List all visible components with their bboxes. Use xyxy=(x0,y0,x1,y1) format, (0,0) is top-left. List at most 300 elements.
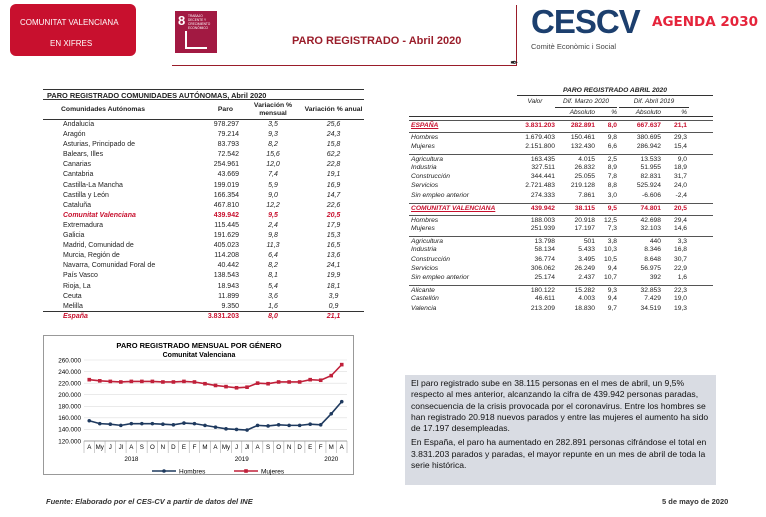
data-point-mujeres xyxy=(298,380,302,384)
ccaa-paro: 199.019 xyxy=(213,181,239,189)
legend-label: Mujeres xyxy=(261,468,285,476)
data-point-hombres xyxy=(235,428,239,432)
rt-row xyxy=(409,203,713,212)
ccaa-var-anual: 16,5 xyxy=(326,242,341,250)
data-point-hombres xyxy=(224,427,228,431)
rt-dif-marzo-pct: 2,5 xyxy=(607,155,617,163)
ccaa-row xyxy=(43,251,364,261)
ccaa-var-anual: 19,9 xyxy=(326,272,341,280)
x-tick-label: N xyxy=(286,444,292,451)
data-point-hombres xyxy=(98,422,102,426)
data-point-mujeres xyxy=(140,380,144,384)
ccaa-name: Extremadura xyxy=(63,221,104,229)
rt-row-label: Servicios xyxy=(411,182,439,190)
rt-dif-marzo-abs: 18.830 xyxy=(574,304,595,312)
ccaa-name: Cataluña xyxy=(63,201,92,209)
rt-dif-marzo-abs: 4.003 xyxy=(578,295,595,303)
rt-row xyxy=(409,120,713,129)
rt-dif-marzo-pct: 10,5 xyxy=(603,255,617,263)
ccaa-paro: 115.445 xyxy=(214,221,239,229)
rt-dif-marzo-abs: 20.918 xyxy=(574,216,595,224)
ccaa-paro: 467.810 xyxy=(213,201,239,209)
x-tick-label: E xyxy=(181,444,187,451)
data-point-mujeres xyxy=(256,381,260,385)
ccaa-var-mensual: 5,4 xyxy=(268,282,278,290)
rt-dif-abril-pct: 9,0 xyxy=(677,155,687,163)
ccaa-var-mensual: 8,0 xyxy=(268,312,278,320)
ccaa-name: Cantabria xyxy=(63,171,94,179)
data-point-hombres xyxy=(329,412,333,416)
rt-dif-marzo-pct: 3,0 xyxy=(607,191,617,199)
rt-dif-abril-pct: 30,7 xyxy=(673,255,687,263)
ccaa-var-mensual: 9,5 xyxy=(268,211,278,219)
rt-dif-abril-pct: 21,1 xyxy=(673,122,687,130)
rt-valor: 251.939 xyxy=(530,225,555,233)
rt-dif-abril-pct: 29,4 xyxy=(673,216,687,224)
data-point-hombres xyxy=(87,419,91,423)
rt-row-label: Mujeres xyxy=(411,142,435,150)
ccaa-var-anual: 15,3 xyxy=(326,232,341,240)
rt-h-pct2: % xyxy=(681,109,687,116)
rt-row xyxy=(409,236,713,245)
ccaa-paro: 439.942 xyxy=(213,211,239,219)
rt-dif-marzo-pct: 9,4 xyxy=(607,295,617,303)
ccaa-var-anual: 24,1 xyxy=(326,262,341,270)
rt-dif-abril-pct: 3,3 xyxy=(677,238,687,246)
data-point-mujeres xyxy=(193,380,197,384)
ccaa-row xyxy=(43,201,364,211)
ccaa-row xyxy=(43,292,364,302)
legend-marker xyxy=(244,469,248,473)
rt-valor: 36.774 xyxy=(534,255,555,263)
data-point-hombres xyxy=(119,424,123,428)
ccaa-name: Castilla-La Mancha xyxy=(63,181,123,189)
header-paro: Paro xyxy=(217,105,233,113)
ccaa-row xyxy=(43,150,364,160)
data-point-hombres xyxy=(277,423,281,427)
rt-valor: 163.435 xyxy=(530,155,555,163)
x-tick-label: O xyxy=(276,444,282,451)
rt-dif-marzo-pct: 6,6 xyxy=(607,142,617,150)
rt-dif-abril-pct: 18,9 xyxy=(673,163,687,171)
ccaa-name: Rioja, La xyxy=(63,282,91,290)
rt-dif-marzo-pct: 9,3 xyxy=(607,287,617,295)
rt-dif-marzo-abs: 282.891 xyxy=(570,122,595,130)
rt-dif-abril-abs: 8.346 xyxy=(644,246,661,254)
rt-valor: 2.721.483 xyxy=(525,182,555,190)
rt-dif-marzo-pct: 3,8 xyxy=(607,238,617,246)
rt-row-label: Castellón xyxy=(411,295,439,303)
rt-row-label: Industria xyxy=(411,163,437,171)
rt-dif-marzo-pct: 7,8 xyxy=(607,173,617,181)
ccaa-paro: 114.208 xyxy=(214,252,239,260)
ccaa-var-mensual: 7,4 xyxy=(268,171,278,179)
rt-row-label: Industria xyxy=(411,246,437,254)
rt-row-label: Hombres xyxy=(411,216,439,224)
rt-title: PARO REGISTRADO ABRIL 2020 xyxy=(563,87,667,94)
rt-h-abs2: Absoluto xyxy=(635,109,661,116)
rt-dif-marzo-abs: 7.861 xyxy=(578,191,595,199)
rt-dif-marzo-abs: 26.249 xyxy=(574,264,595,272)
rt-valor: 306.062 xyxy=(530,264,555,272)
data-point-hombres xyxy=(256,424,260,428)
x-tick-label: D xyxy=(171,444,176,451)
summary-paragraph-1: El paro registrado sube en 38.115 personas en el mes de abril, un 9,5% respecto al mes anterior, alcanzando la cifra de 439.942 personas paradas, consecuencia de la crisis provocada por el coronavirus. Entre los hombres se han registrado 20.918 nuevos parados y entre las mujeres el aumento ha sido de 17.197 desempleadas. xyxy=(411,378,709,434)
ccaa-var-anual: 17,9 xyxy=(326,221,341,229)
data-point-mujeres xyxy=(329,374,333,378)
rt-row-label: Hombres xyxy=(411,134,439,142)
ccaa-var-mensual: 9,3 xyxy=(268,131,278,139)
ccaa-unemployment-table xyxy=(43,89,364,322)
ccaa-table-title: PARO REGISTRADO COMUNIDADES AUTÓNOMAS, Abril 2020 xyxy=(43,89,364,100)
rt-dif-abril-abs: 34.519 xyxy=(640,304,661,312)
rt-row xyxy=(409,273,713,282)
rt-row xyxy=(409,215,713,224)
x-tick-label: Jl xyxy=(118,444,124,451)
ccaa-name: Andalucía xyxy=(63,121,95,128)
rt-dif-abril-abs: -6.606 xyxy=(642,191,661,199)
data-point-hombres xyxy=(340,400,344,404)
gender-unemployment-chart xyxy=(43,335,354,475)
ccaa-var-mensual: 9,8 xyxy=(268,232,278,240)
rt-dif-abril-abs: 440 xyxy=(649,238,661,246)
agenda-2030-logo: AGENDA 2030 xyxy=(652,14,758,30)
cescv-logo xyxy=(531,3,640,52)
x-tick-label: A xyxy=(255,444,260,451)
data-point-hombres xyxy=(151,422,155,426)
ccaa-paro: 43.669 xyxy=(217,171,239,179)
rt-valor: 3.831.203 xyxy=(525,122,555,130)
ccaa-var-mensual: 12,0 xyxy=(266,161,280,169)
ccaa-var-anual: 16,9 xyxy=(326,181,341,189)
data-point-hombres xyxy=(287,424,291,428)
x-tick-label: F xyxy=(318,444,323,451)
rt-dif-abril-pct: 22,9 xyxy=(673,264,687,272)
x-tick-label: S xyxy=(266,444,271,451)
ccaa-name: Aragón xyxy=(63,131,86,139)
ccaa-paro: 79.214 xyxy=(217,131,239,139)
data-point-mujeres xyxy=(109,380,113,384)
ccaa-paro: 254.961 xyxy=(213,161,239,169)
y-tick-label: 240.000 xyxy=(58,368,81,376)
data-point-hombres xyxy=(319,423,323,427)
data-point-hombres xyxy=(214,425,218,429)
rt-row xyxy=(409,255,713,264)
ccaa-name: Navarra, Comunidad Foral de xyxy=(63,262,156,270)
ccaa-row xyxy=(43,241,364,251)
rt-dif-abril-pct: 19,0 xyxy=(673,295,687,303)
ccaa-paro: 166.354 xyxy=(213,191,239,199)
ccaa-row xyxy=(43,282,364,292)
y-tick-label: 260.000 xyxy=(58,357,81,365)
ccaa-paro: 11.899 xyxy=(218,292,239,300)
data-point-hombres xyxy=(182,421,186,425)
y-tick-label: 160.000 xyxy=(58,415,81,423)
ccaa-paro: 83.793 xyxy=(217,141,239,149)
x-tick-label: M xyxy=(328,444,334,451)
rt-valor: 2.151.800 xyxy=(525,142,555,150)
ccaa-name: Balears, Illes xyxy=(63,151,104,159)
ccaa-row xyxy=(43,211,364,221)
paro-abril-table xyxy=(409,86,713,313)
rt-dif-marzo-abs: 4.015 xyxy=(578,155,595,163)
ccaa-row xyxy=(43,130,364,140)
data-point-mujeres xyxy=(182,380,186,384)
y-tick-label: 120.000 xyxy=(58,438,81,446)
ccaa-var-anual: 19,1 xyxy=(326,171,341,179)
legend-marker xyxy=(162,469,166,473)
rt-dif-abril-abs: 667.637 xyxy=(636,122,661,130)
rt-dif-marzo-pct: 9,5 xyxy=(607,204,617,212)
data-point-hombres xyxy=(161,422,165,426)
header-var-anual: Variación % anual xyxy=(304,105,363,113)
rt-dif-abril-pct: 19,3 xyxy=(673,304,687,312)
ccaa-var-mensual: 15,6 xyxy=(266,151,280,159)
year-label: 2020 xyxy=(324,456,339,463)
data-point-mujeres xyxy=(224,385,228,389)
ccaa-paro: 40.442 xyxy=(217,262,239,270)
ccaa-var-anual: 0,9 xyxy=(328,302,339,310)
ccaa-name: Galicia xyxy=(63,232,85,240)
header-ccaa: Comunidades Autónomas xyxy=(61,105,145,113)
rt-dif-abril-abs: 525.924 xyxy=(636,182,661,190)
ccaa-var-anual: 13,6 xyxy=(326,252,341,260)
x-tick-label: My xyxy=(95,444,104,451)
rt-dif-abril-abs: 286.942 xyxy=(636,142,661,150)
ccaa-row xyxy=(43,271,364,281)
rt-dif-abril-abs: 8.648 xyxy=(644,255,661,263)
data-point-mujeres xyxy=(319,378,323,382)
rt-row-label: COMUNITAT VALENCIANA xyxy=(411,204,496,212)
rt-row-label: Valencia xyxy=(411,304,437,312)
ods-text: TRABAJO DECENTE Y CRECIMIENTO ECONÓMICO xyxy=(188,14,211,30)
data-point-mujeres xyxy=(235,386,239,390)
ccaa-row xyxy=(43,261,364,271)
ccaa-row xyxy=(43,160,364,170)
ccaa-var-mensual: 8,1 xyxy=(268,272,278,280)
ccaa-row xyxy=(43,221,364,231)
data-point-mujeres xyxy=(161,380,165,384)
ccaa-var-mensual: 3,6 xyxy=(268,292,278,300)
rt-dif-abril-abs: 42.698 xyxy=(640,216,661,224)
ccaa-var-mensual: 9,0 xyxy=(268,191,278,199)
rt-dif-abril-abs: 51.955 xyxy=(640,163,661,171)
chart-subtitle: Comunitat Valenciana xyxy=(162,352,236,359)
source-footer: Fuente: Elaborado por el CES-CV a partir de datos del INE xyxy=(46,497,253,506)
ccaa-var-anual: 24,3 xyxy=(326,131,341,139)
rt-dif-marzo-abs: 2.437 xyxy=(578,274,595,281)
rt-dif-abril-pct: 15,4 xyxy=(673,142,687,150)
data-point-hombres xyxy=(130,422,134,426)
rt-row xyxy=(409,163,713,172)
badge-line2: EN XIFRES xyxy=(50,39,93,48)
rt-dif-abril-abs: 7.429 xyxy=(644,295,661,303)
rt-valor: 13.798 xyxy=(534,238,555,246)
x-tick-label: J xyxy=(108,444,112,451)
rt-row xyxy=(409,294,713,303)
data-point-mujeres xyxy=(87,378,91,382)
ccaa-name: España xyxy=(63,312,88,320)
x-tick-label: E xyxy=(308,444,313,451)
ccaa-var-anual: 3,9 xyxy=(328,292,339,300)
ccaa-row xyxy=(43,181,364,191)
y-tick-label: 220.000 xyxy=(58,380,81,388)
rt-dif-abril-abs: 380.695 xyxy=(636,134,661,142)
rt-dif-marzo-abs: 17.197 xyxy=(574,225,595,233)
ccaa-var-mensual: 11,3 xyxy=(266,242,280,250)
rt-row-label: Sin empleo anterior xyxy=(411,191,469,199)
ccaa-var-anual: 14,7 xyxy=(326,191,341,199)
ccaa-var-anual: 21,1 xyxy=(326,312,341,320)
ccaa-paro: 191.629 xyxy=(213,232,239,240)
data-point-mujeres xyxy=(308,378,312,382)
rt-row xyxy=(409,304,713,313)
x-tick-label: A xyxy=(87,444,92,451)
rt-dif-marzo-abs: 3.495 xyxy=(578,255,595,263)
badge-line1: COMUNITAT VALENCIANA xyxy=(20,18,119,27)
rt-valor: 274.333 xyxy=(530,191,555,199)
data-point-hombres xyxy=(172,423,176,427)
data-point-hombres xyxy=(203,424,207,428)
ccaa-var-anual: 18,1 xyxy=(326,282,341,290)
rt-dif-marzo-pct: 8,9 xyxy=(607,163,617,171)
ccaa-var-mensual: 1,6 xyxy=(268,302,278,310)
ccaa-name: Comunitat Valenciana xyxy=(63,211,136,219)
rt-dif-marzo-pct: 7,3 xyxy=(607,225,617,233)
rt-h-abs1: Absoluto xyxy=(569,109,595,116)
ccaa-var-anual: 62,2 xyxy=(326,151,341,159)
rt-valor: 58.134 xyxy=(534,246,555,254)
rt-dif-marzo-pct: 8,8 xyxy=(607,182,617,190)
rt-valor: 1.679.403 xyxy=(525,134,555,142)
rt-dif-abril-pct: 29,3 xyxy=(673,134,687,142)
ccaa-name: Madrid, Comunidad de xyxy=(63,242,134,250)
rt-dif-marzo-abs: 132.430 xyxy=(570,142,595,150)
data-point-mujeres xyxy=(172,380,176,384)
data-point-mujeres xyxy=(119,380,123,384)
x-tick-label: N xyxy=(160,444,166,451)
rt-row-label: Agricultura xyxy=(411,238,443,246)
ccaa-table-header xyxy=(43,100,364,120)
rt-row-label: Agricultura xyxy=(411,155,443,163)
rt-row xyxy=(409,264,713,273)
y-tick-label: 180.000 xyxy=(58,403,81,411)
rt-dif-abril-pct: 1,6 xyxy=(677,274,687,281)
rt-row-label: Construcción xyxy=(411,255,451,263)
rt-dif-marzo-abs: 15.282 xyxy=(574,287,595,295)
ccaa-paro: 18.943 xyxy=(217,282,239,290)
data-point-mujeres xyxy=(98,379,102,383)
rt-dif-abril-pct: 14,6 xyxy=(673,225,687,233)
ccaa-paro: 405.023 xyxy=(213,242,239,250)
data-point-hombres xyxy=(308,422,312,426)
publication-date: 5 de mayo de 2020 xyxy=(662,497,729,506)
rt-row-label: Servicios xyxy=(411,264,439,272)
rt-dif-marzo-abs: 150.461 xyxy=(570,134,595,142)
x-tick-label: S xyxy=(139,444,144,451)
ccaa-paro: 978.297 xyxy=(213,121,239,128)
x-tick-label: F xyxy=(192,444,197,451)
data-point-mujeres xyxy=(277,380,281,384)
rt-dif-abril-pct: 20,5 xyxy=(673,204,687,212)
rt-dif-abril-abs: 56.975 xyxy=(640,264,661,272)
rt-dif-marzo-abs: 25.055 xyxy=(574,173,595,181)
rt-row-label: Construcción xyxy=(411,173,451,181)
year-label: 2019 xyxy=(234,456,249,463)
ccaa-row xyxy=(43,191,364,201)
rt-row xyxy=(409,181,713,190)
ccaa-var-mensual: 12,2 xyxy=(266,201,280,209)
header-var-mensual: Variación % mensual xyxy=(253,101,293,117)
x-tick-label: My xyxy=(221,444,231,451)
rt-dif-abril-pct: 16,8 xyxy=(673,246,687,254)
rt-row xyxy=(409,132,713,141)
year-label: 2018 xyxy=(124,456,139,463)
rt-dif-abril-pct: 22,3 xyxy=(673,287,687,295)
ccaa-row xyxy=(43,231,364,241)
x-tick-label: D xyxy=(297,444,302,451)
data-point-mujeres xyxy=(287,380,291,384)
x-tick-label: A xyxy=(129,444,134,451)
rt-h-valor: Valor xyxy=(527,98,543,105)
rt-dif-abril-pct: 24,0 xyxy=(673,182,687,190)
rt-dif-marzo-abs: 5.433 xyxy=(578,246,595,254)
ccaa-row xyxy=(43,312,364,322)
ccaa-paro: 3.831.203 xyxy=(207,312,239,320)
data-point-mujeres xyxy=(245,385,249,389)
x-tick-label: J xyxy=(234,444,239,451)
rt-row xyxy=(409,285,713,294)
rt-row xyxy=(409,245,713,254)
data-point-hombres xyxy=(193,422,197,426)
rt-dif-marzo-pct: 9,8 xyxy=(607,134,617,142)
ccaa-var-mensual: 6,4 xyxy=(268,252,278,260)
rt-dif-marzo-abs: 501 xyxy=(583,238,595,246)
ccaa-paro: 9.350 xyxy=(221,302,239,310)
rt-dif-abril-abs: 32.103 xyxy=(640,225,661,233)
rt-row xyxy=(409,154,713,163)
rt-dif-marzo-pct: 8,0 xyxy=(607,122,617,130)
rt-dif-abril-abs: 82.831 xyxy=(640,173,661,181)
ccaa-name: Murcia, Región de xyxy=(63,252,120,260)
rt-row-label: ESPAÑA xyxy=(411,122,439,130)
summary-box xyxy=(405,375,716,485)
data-point-mujeres xyxy=(130,380,134,384)
rt-dif-marzo-abs: 219.128 xyxy=(570,182,595,190)
rt-valor: 439.942 xyxy=(530,204,555,212)
rt-valor: 180.122 xyxy=(530,287,555,295)
ccaa-name: País Vasco xyxy=(63,272,98,280)
ccaa-var-anual: 22,6 xyxy=(326,201,341,209)
rt-dif-abril-abs: 74.801 xyxy=(640,204,661,212)
rt-h-abril: Dif. Abril 2019 xyxy=(619,96,689,108)
rt-dif-abril-pct: 31,7 xyxy=(673,173,687,181)
rt-h-pct1: % xyxy=(611,109,617,116)
x-tick-label: A xyxy=(213,444,218,451)
data-point-mujeres xyxy=(340,363,344,367)
rt-row-label: Sin empleo anterior xyxy=(411,274,469,281)
data-point-hombres xyxy=(245,428,249,432)
ccaa-var-mensual: 5,9 xyxy=(268,181,278,189)
rt-dif-marzo-pct: 9,4 xyxy=(607,264,617,272)
ccaa-name: Canarias xyxy=(63,161,92,169)
ccaa-name: Asturias, Principado de xyxy=(63,141,135,149)
rt-dif-abril-abs: 392 xyxy=(649,274,661,281)
x-tick-label: O xyxy=(149,444,155,451)
rt-h-marzo: Dif. Marzo 2020 xyxy=(555,96,617,108)
rt-valor: 327.511 xyxy=(531,163,555,171)
page-title: PARO REGISTRADO - Abril 2020 xyxy=(292,35,462,47)
